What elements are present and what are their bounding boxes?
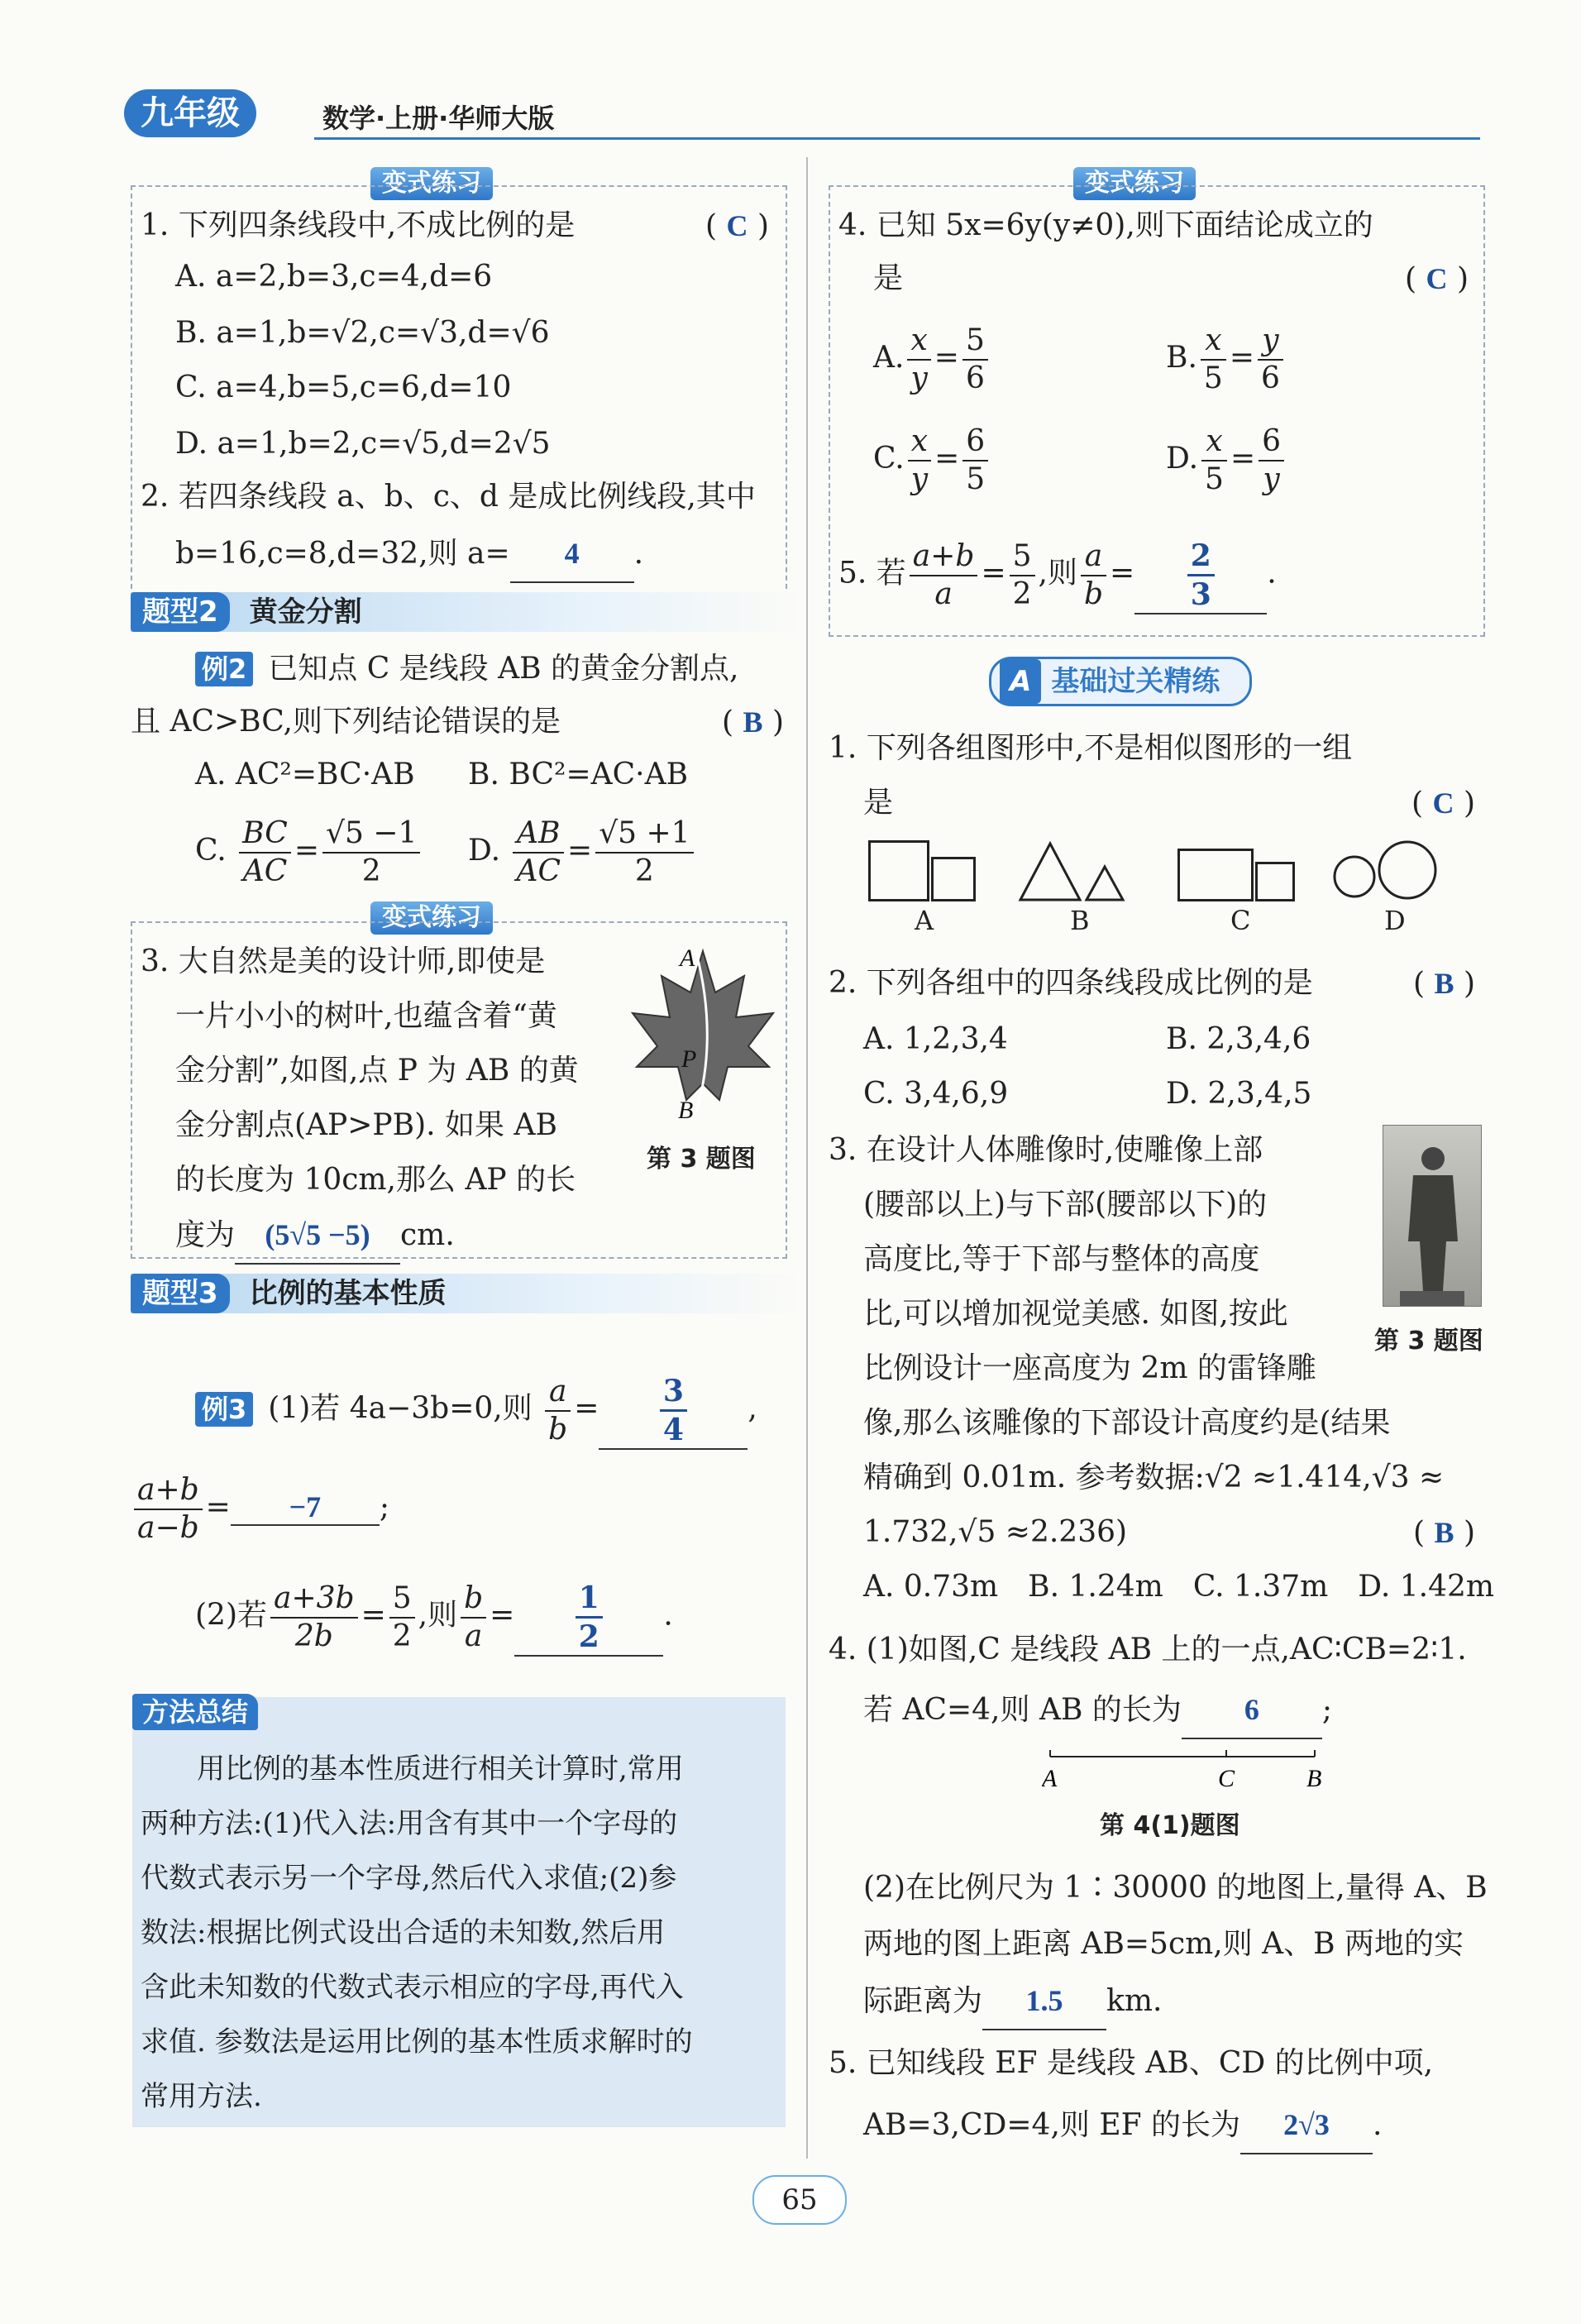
r-q4-option-b: B. $\frac{x}{5}$ = $\frac{y}{6}$ [1166,323,1287,397]
ex3-part2: (2)若 $\frac{a+3b}{2b}$ = $\frac{5}{2}$ ,则 $\frac{b}{a}$ = $\frac{1}{2}$ . [195,1580,673,1657]
q2-line2: b=16,c=8,d=32,则 a= 4 . [175,526,643,583]
q3-caption: 第 3 题图 [647,1145,756,1174]
b1-line1: 1. 下列各组图形中,不是相似图形的一组 [829,731,1353,765]
ex3-p1b-answer: −7 [289,1490,322,1523]
variant-banner-3: 变式练习 [1073,167,1196,200]
type3-label: 题型3 [131,1274,230,1313]
ex2-option-c: C. $\frac{BC}{AC}$ = $\frac{√5 -1}{2}$ [195,815,423,890]
method-line: 数法:根据比例式设出合适的未知数,然后用 [141,1916,666,1949]
b4-line5: 际距离为 1.5 km. [863,1973,1162,2030]
ex2-option-a: A. AC²=BC·AB [195,758,415,791]
segment-figure [1042,1745,1323,1795]
statue-photo [1383,1125,1482,1307]
b3-answer: B [1434,1516,1454,1549]
b1-label-d: D [1384,905,1406,936]
b1-figures [860,835,1488,935]
q3-line: 一片小小的树叶,也蕴含着“黄 [175,999,557,1033]
b3-line: (腰部以上)与下部(腰部以下)的 [863,1188,1268,1222]
q3-line: 金分割”,如图,点 P 为 AB 的黄 [175,1054,579,1088]
ex3-part1b: $\frac{a+b}{a-b}$ = −7 ; [131,1472,389,1547]
square-small-a [931,857,976,901]
b1-label-b: B [1070,905,1090,936]
method-line: 含此未知数的代数式表示相应的字母,再代入 [141,1971,684,2004]
header [124,89,1480,142]
header-subtitle: 数学·上册·华师大版 [322,103,555,134]
b3-line-last: 1.732,√5 ≈2.236) ( B ) [863,1515,1475,1550]
b1-label-a: A [915,905,934,936]
ex3-tag: 例3 [195,1392,253,1427]
b3-line: 比,可以增加视觉美感. 如图,按此 [863,1297,1288,1331]
statue-base [1400,1291,1464,1306]
b5-line2: AB=3,CD=4,则 EF 的长为 2√3 . [863,2097,1382,2154]
b2-answer: B [1434,967,1454,1000]
b4-line1: 4. (1)如图,C 是线段 AB 上的一点,AC∶CB=2∶1. [829,1633,1467,1666]
b4-answer-2: 1.5 [1025,1984,1063,2017]
q1-stem: 1. 下列四条线段中,不成比例的是 ( C ) [141,208,769,243]
statue-silhouette [1383,1126,1481,1306]
header-rule [314,137,1480,140]
q1-option-c: C. a=4,b=5,c=6,d=10 [175,371,512,404]
leaf-label-p: P [681,1045,697,1073]
segment-label-c: C [1218,1765,1235,1792]
ex2-option-d: D. $\frac{AB}{AC}$ = $\frac{√5 +1}{2}$ [468,815,697,890]
page-number: 65 [752,2175,847,2225]
basic-practice-banner: A 基础过关精练 [989,657,1252,706]
method-summary [132,1697,786,2127]
q3-text [141,935,579,1265]
leaf-label-b: B [678,1097,694,1124]
ex2-answer: B [743,705,763,739]
q2-answer: 4 [564,537,580,570]
b2-option-d: D. 2,3,4,5 [1166,1077,1312,1111]
leaf-label-a: A [680,944,695,972]
segment-label-a: A [1042,1765,1058,1792]
r-q4-line1: 4. 已知 5x=6y(y≠0),则下面结论成立的 [838,208,1373,242]
r-q4-option-a: A. $\frac{x}{y}$ = $\frac{5}{6}$ [873,323,991,397]
b1-answer: C [1432,787,1454,820]
method-line: 求值. 参数法是运用比例的基本性质求解时的 [141,2025,693,2059]
segment-label-b: B [1306,1765,1322,1792]
b3-line: 3. 在设计人体雕像时,使雕像上部 [829,1133,1263,1167]
b2-stem: 2. 下列各组中的四条线段成比例的是 ( B ) [829,966,1475,1001]
ex2-line2: 且 AC>BC,则下列结论错误的是 ( B ) [131,705,784,739]
ex2-option-b: B. BC²=AC·AB [468,758,689,791]
q1-option-d: D. a=1,b=2,c=√5,d=2√5 [175,427,551,461]
b5-answer: 2√3 [1283,2108,1330,2141]
column-divider [806,157,808,2159]
b2-option-b: B. 2,3,4,6 [1166,1022,1311,1056]
b5-line1: 5. 已知线段 EF 是线段 AB、CD 的比例中项, [829,2046,1434,2080]
variant-banner-1: 变式练习 [370,167,493,200]
triangle-small-b [1087,867,1123,900]
basic-badge: A [1000,659,1041,704]
rect-large-c [1177,849,1254,901]
square-large-a [868,840,929,901]
method-line: 常用方法. [141,2080,262,2113]
r-q5-answer: $\frac{2}{3}$ [1187,538,1215,613]
statue-body [1408,1175,1458,1291]
type3-tag [131,1274,800,1313]
ex3-p1-answer: $\frac{3}{4}$ [660,1373,687,1448]
b2-option-c: C. 3,4,6,9 [863,1077,1009,1111]
b3-options: A. 0.73m B. 1.24m C. 1.37m D. 1.42m [863,1570,1495,1604]
r-q4-line2: 是 ( C ) [873,261,1469,296]
ex2-tag: 例2 [195,652,253,686]
b2-option-a: A. 1,2,3,4 [863,1022,1008,1056]
b3-line: 像,那么该雕像的下部设计高度约是(结果 [863,1406,1391,1440]
b4-answer-1: 6 [1244,1693,1259,1726]
q3-line: 3. 大自然是美的设计师,即使是 [141,944,546,978]
ex3-part1: 例3 (1)若 4a−3b=0,则 $\frac{a}{b}$ = $\frac{3}{4}$ , [195,1373,757,1450]
triangles-b [1017,840,1141,901]
circle-small-d [1335,857,1374,897]
triangle-large-b [1020,844,1080,900]
type2-tag [131,592,800,632]
b3-line: 比例设计一座高度为 2m 的雷锋雕 [863,1351,1316,1385]
q3-answer: (5√5 −5) [265,1218,370,1251]
q3-line: 的长度为 10cm,那么 AP 的长 [175,1163,576,1197]
b4-caption: 第 4(1)题图 [1100,1811,1240,1840]
r-q4-option-c: C. $\frac{x}{y}$ = $\frac{6}{5}$ [873,423,991,498]
maple-leaf-figure [628,943,777,1133]
type2-title: 黄金分割 [249,595,362,629]
b1-line2: 是 ( C ) [863,786,1475,820]
q3-line: 金分割点(AP>PB). 如果 AB [175,1108,557,1142]
b4-line3: (2)在比例尺为 1∶30000 的地图上,量得 A、B [863,1871,1488,1905]
rect-small-c [1255,862,1295,901]
circle-large-d [1379,842,1435,898]
statue-head [1421,1147,1445,1170]
b4-line4: 两地的图上距离 AB=5cm,则 A、B 两地的实 [863,1927,1464,1961]
ex2-line1: 例2 已知点 C 是线段 AB 的黄金分割点, [195,642,739,696]
r-q5: 5. 若 $\frac{a+b}{a}$ = $\frac{5}{2}$ ,则 $\frac{a}{b}$ = $\frac{2}{3}$ . [838,538,1277,614]
grade-badge: 九年级 [124,89,256,137]
method-line: 用比例的基本性质进行相关计算时,常用 [141,1753,684,1786]
q1-option-a: A. a=2,b=3,c=4,d=6 [175,260,493,294]
method-line: 两种方法:(1)代入法:用含有其中一个字母的 [141,1807,678,1840]
b4-line2: 若 AC=4,则 AB 的长为 6 ; [863,1682,1332,1739]
q2-line1: 2. 若四条线段 a、b、c、d 是成比例线段,其中 [141,480,756,514]
q1-answer: C [726,209,748,242]
method-line: 代数式表示另一个字母,然后代入求值;(2)参 [141,1862,677,1895]
variant-banner-2: 变式练习 [370,901,493,935]
q1-option-b: B. a=1,b=√2,c=√3,d=√6 [175,316,550,350]
r-q4-answer: C [1426,262,1448,295]
ex3-p2-answer: $\frac{1}{2}$ [576,1580,603,1655]
b3-line: 精确到 0.01m. 参考数据:√2 ≈1.414,√3 ≈ [863,1461,1445,1494]
circles-d [1331,835,1447,901]
b3-line: 高度比,等于下部与整体的高度 [863,1242,1260,1276]
b1-label-c: C [1230,905,1251,936]
b3-caption: 第 3 题图 [1374,1327,1483,1356]
q3-last-line: 度为 (5√5 −5) cm. [141,1207,579,1265]
type2-label: 题型2 [131,592,230,632]
r-q4-option-d: D. $\frac{x}{5}$ = $\frac{6}{y}$ [1166,423,1287,498]
method-tag: 方法总结 [132,1694,258,1730]
type3-title: 比例的基本性质 [249,1277,447,1310]
